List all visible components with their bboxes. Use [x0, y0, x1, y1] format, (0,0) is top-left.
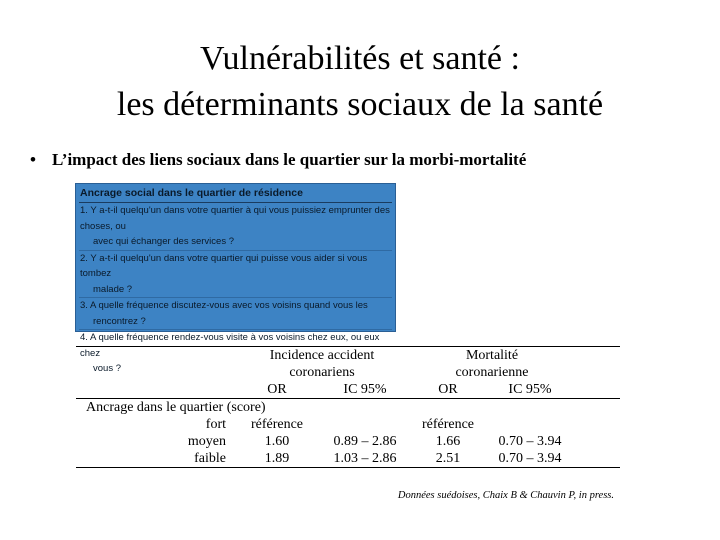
questionnaire-item-line: malade ?	[93, 283, 133, 295]
cell-or: référence	[421, 417, 475, 432]
table-row	[76, 416, 620, 433]
table-header-row	[76, 381, 620, 399]
cell-or: 1.60	[264, 434, 290, 449]
slide-title-line-2: les déterminants sociaux de la santé	[116, 86, 604, 123]
slide-title-line-1: Vulnérabilités et santé :	[200, 40, 520, 77]
row-level: faible	[76, 450, 234, 468]
table-row	[76, 450, 620, 468]
questionnaire-item-line: 4. A quelle fréquence rendez-vous visite à vos voisins chez eux, ou eux chez	[80, 332, 380, 359]
cell-ic: 0.70 – 3.94	[498, 434, 562, 449]
source-citation: Données suédoises, Chaix B & Chauvin P, in press.	[397, 490, 614, 501]
cell-ic: 0.89 – 2.86	[333, 434, 397, 449]
row-group-label: Ancrage dans le quartier (score)	[76, 399, 320, 417]
questionnaire-item	[79, 203, 392, 251]
results-table	[76, 346, 620, 468]
questionnaire-item-line: 3. A quelle fréquence discutez-vous avec vos voisins quand vous les	[80, 300, 368, 311]
cell-ic	[486, 416, 574, 433]
questionnaire-item-line: avec qui échanger des services ?	[93, 236, 234, 247]
col-header-or: OR	[267, 382, 287, 397]
questionnaire-item	[79, 298, 392, 330]
cell-ic: 1.03 – 2.86	[320, 450, 410, 468]
row-level: moyen	[187, 434, 226, 449]
table-row	[76, 433, 620, 450]
table-row	[76, 399, 620, 417]
cell-or: 1.66	[435, 434, 461, 449]
table-header-row	[76, 364, 620, 381]
header-incidence: Incidence accident	[234, 347, 410, 365]
table-header-row	[76, 347, 620, 365]
bullet-text: L’impact des liens sociaux dans le quartier sur la morbi-mortalité	[52, 150, 527, 169]
row-level: fort	[205, 417, 226, 432]
questionnaire-item-line: vous ?	[93, 363, 121, 374]
cell-or: référence	[250, 417, 304, 432]
col-header-ic: IC 95%	[508, 382, 552, 397]
cell-or: 2.51	[410, 450, 486, 468]
cell-ic: 0.70 – 3.94	[486, 450, 574, 468]
header-incidence-sub: coronariens	[289, 365, 355, 380]
col-header-or: OR	[438, 382, 458, 397]
questionnaire-item-line: 2. Y a-t-il quelqu'un dans votre quartier qui puisse vous aider si vous tombez	[80, 252, 368, 279]
slide-title	[0, 36, 720, 128]
header-mortalite-sub: coronarienne	[455, 365, 529, 380]
cell-ic	[320, 416, 410, 433]
questionnaire-item-line: 1. Y a-t-il quelqu'un dans votre quartier à qui vous puissiez emprunter des choses, ou	[80, 205, 390, 232]
cell-or: 1.89	[234, 450, 320, 468]
header-mortalite: Mortalité	[410, 347, 574, 365]
col-header-ic: IC 95%	[343, 382, 387, 397]
questionnaire-item	[79, 251, 392, 299]
questionnaire-header: Ancrage social dans le quartier de résidence	[79, 186, 392, 203]
bullet-point	[30, 150, 526, 170]
bullet-icon: •	[30, 150, 36, 169]
questionnaire-item-line: rencontrez ?	[93, 315, 146, 327]
